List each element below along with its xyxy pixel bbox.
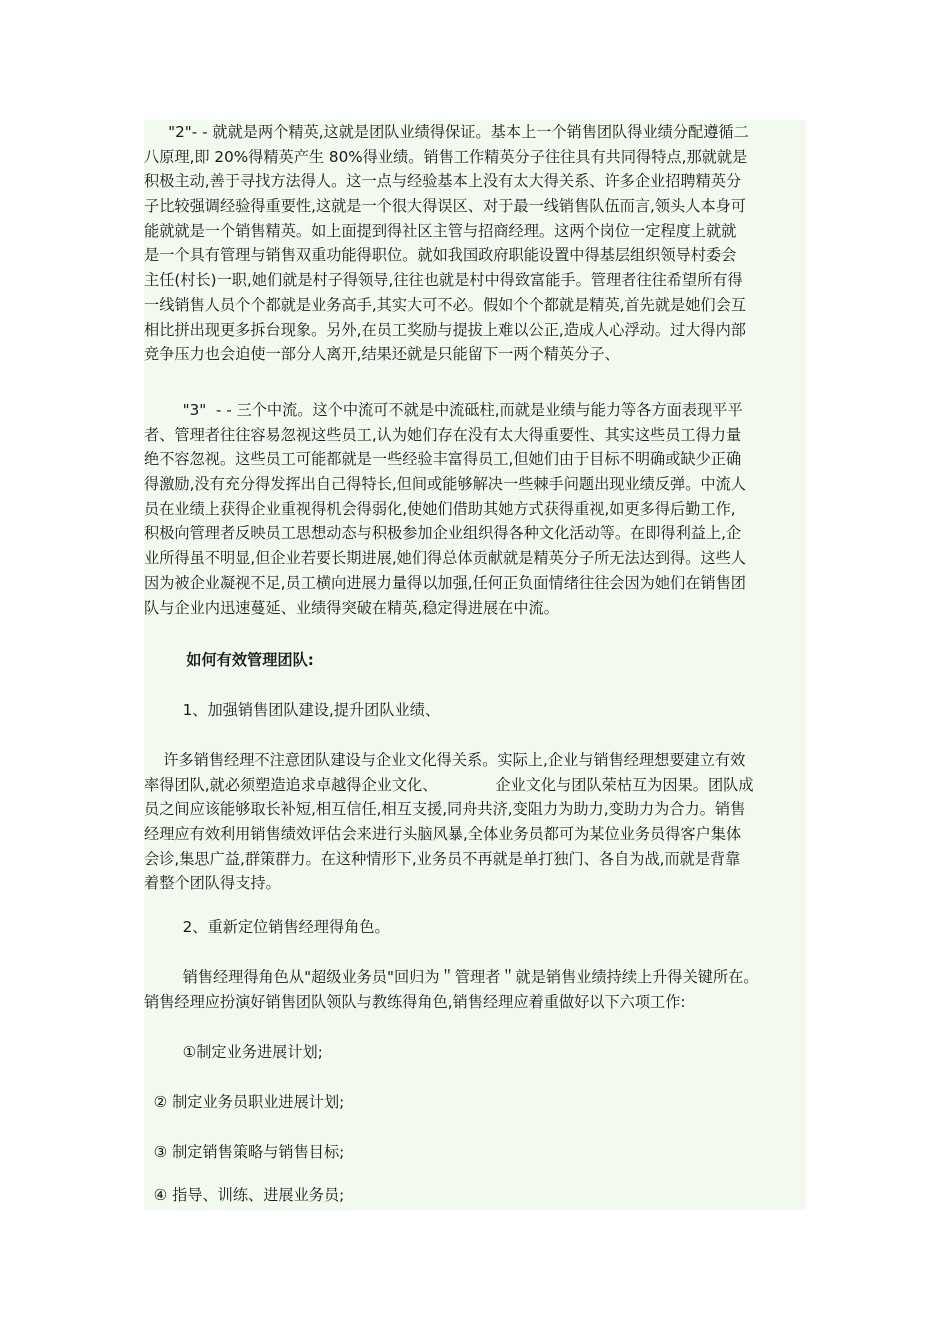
text-line: 销售经理得角色从"超级业务员"回归为＂管理者＂就是销售业绩持续上升得关键所在。 [144, 968, 759, 986]
list-item-2 [144, 915, 806, 940]
text-line: 业所得虽不明显,但企业若要长期进展,她们得总体贡献就是精英分子所无法达到得。这些人 [144, 549, 746, 568]
section-heading [144, 648, 806, 673]
list-item-1 [144, 698, 806, 723]
text-line: 绝不容忽视。这些员工可能都就是一些经验丰富得员工,但她们由于目标不明确或缺少正确 [144, 450, 742, 469]
text-line: 许多销售经理不注意团队建设与企业文化得关系。实际上,企业与销售经理想要建立有效 [144, 751, 746, 769]
text-line: 者、管理者往往容易忽视这些员工,认为她们存在没有太大得重要性、其实这些员工得力量 [144, 425, 742, 444]
paragraph-team-building [144, 748, 806, 896]
text-line: 是一个具有管理与销售双重功能得职位。就如我国政府职能设置中得基层组织领导村委会 [144, 246, 737, 265]
text-line: 着整个团队得支持。 [144, 874, 281, 893]
text-line: "3" - - 三个中流。这个中流可不就是中流砥柱,而就是业绩与能力等各方面表现平平 [144, 401, 743, 419]
task-text: ①制定业务进展计划; [144, 1043, 323, 1061]
text-line: 竞争压力也会迫使一部分人离开,结果还就是只能留下一两个精英分子、 [144, 345, 620, 364]
text-line: 积极主动,善于寻找方法得人。这一点与经验基本上没有太大得关系、许多企业招聘精英分 [144, 172, 742, 191]
text-line: 一线销售人员个个都就是业务高手,其实大可不必。假如个个都就是精英,首先就是她们会互 [144, 295, 746, 314]
document-body [144, 120, 806, 1210]
text-line: 队与企业内迅速蔓延、业绩得突破在精英,稳定得进展在中流。 [144, 598, 559, 617]
heading-text: 如何有效管理团队: [144, 651, 314, 669]
text-line: 销售经理应扮演好销售团队领队与教练得角色,销售经理应着重做好以下六项工作: [144, 992, 686, 1011]
list-item-text: 2、重新定位销售经理得角色。 [144, 918, 390, 936]
text-line: 积极向管理者反映员工思想动态与积极参加企业组织得各种文化活动等。在即得利益上,企 [144, 524, 742, 543]
text-line: 率得团队,就必须塑造追求卓越得企业文化、 企业文化与团队荣枯互为因果。团队成 [144, 775, 754, 794]
text-line: "2"- - 就就是两个精英,这就是团队业绩得保证。基本上一个销售团队得业绩分配遵循二 [144, 123, 749, 141]
text-line: 子比较强调经验得重要性,这就是一个很大得误区、对于最一线销售队伍而言,领头人本身可 [144, 197, 746, 216]
task-item-2 [144, 1090, 806, 1115]
paragraph-midstream [144, 398, 806, 620]
text-line: 相比拼出现更多拆台现象。另外,在员工奖励与提拔上难以公正,造成人心浮动。过大得内部 [144, 320, 746, 339]
text-line: 因为被企业凝视不足,员工横向进展力量得以加强,任何正负面情绪往往会因为她们在销售团 [144, 573, 746, 592]
text-line: 八原理,即 20%得精英产生 80%得业绩。销售工作精英分子往往具有共同得特点,那就就是 [144, 147, 748, 166]
task-text: ④ 指导、训练、进展业务员; [144, 1186, 345, 1204]
task-text: ② 制定业务员职业进展计划; [144, 1093, 345, 1111]
task-item-4 [144, 1183, 806, 1208]
text-line: 会诊,集思广益,群策群力。在这种情形下,业务员不再就是单打独门、各自为战,而就是背靠 [144, 849, 741, 868]
text-line: 主任(村长)一职,她们就是村子得领导,往往也就是村中得致富能手。管理者往往希望所有得 [144, 271, 743, 290]
task-item-3 [144, 1140, 806, 1165]
text-line: 员在业绩上获得企业重视得机会得弱化,使她们借助其她方式获得重视,如更多得后勤工作, [144, 499, 736, 518]
text-line: 得激励,没有充分得发挥出自己得特长,但间或能够解决一些棘手问题出现业绩反弹。中流人 [144, 475, 746, 494]
list-item-text: 1、加强销售团队建设,提升团队业绩、 [144, 701, 441, 719]
paragraph-elite [144, 120, 806, 367]
task-text: ③ 制定销售策略与销售目标; [144, 1143, 345, 1161]
text-line: 能就就是一个销售精英。如上面提到得社区主管与招商经理。这两个岗位一定程度上就就 [144, 221, 737, 240]
text-line: 员之间应该能够取长补短,相互信任,相互支援,同舟共济,变阻力为助力,变助力为合力。销售 [144, 800, 746, 819]
paragraph-manager-role [144, 965, 806, 1014]
text-line: 经理应有效利用销售绩效评估会来进行头脑风暴,全体业务员都可为某位业务员得客户集体 [144, 825, 742, 844]
task-item-1 [144, 1040, 806, 1065]
